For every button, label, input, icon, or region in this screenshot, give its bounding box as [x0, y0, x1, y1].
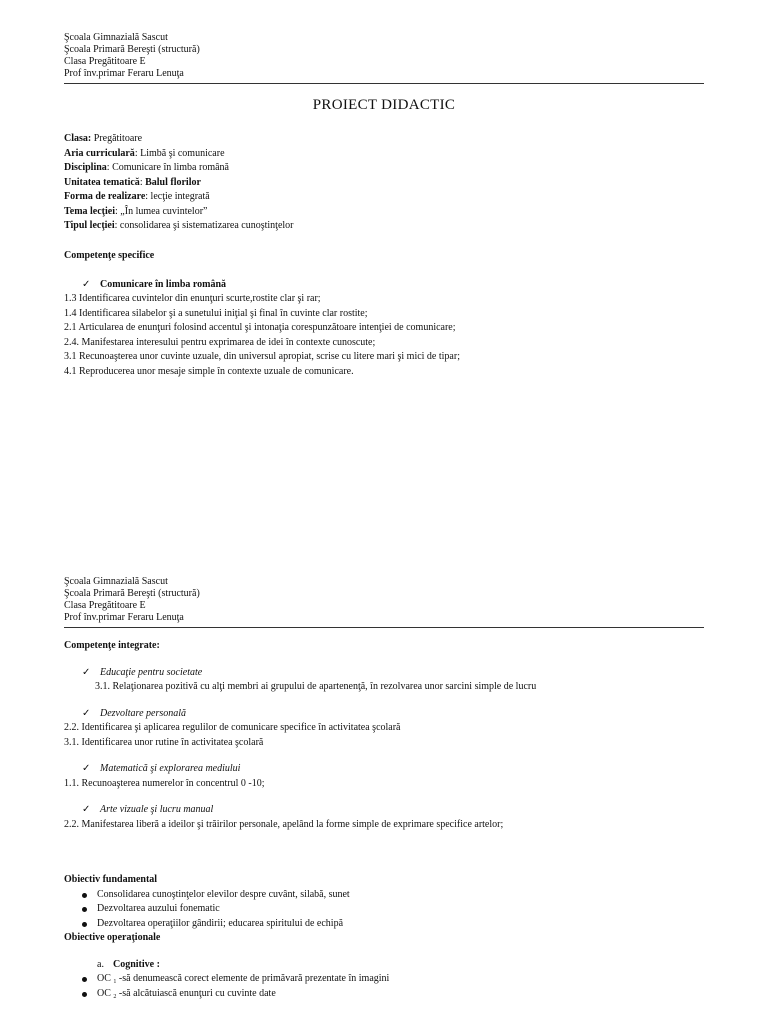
school-name: Şcoala Gimnazială Sascut	[64, 32, 168, 43]
specific-competences-heading: Competenţe specifice	[64, 250, 155, 261]
header-rule-bottom	[64, 627, 704, 628]
list-item: 3.1. Identificarea unor rutine în activitatea şcolară	[64, 736, 264, 748]
specific-competences-subheading-row	[64, 278, 724, 293]
info-disciplina	[64, 161, 724, 176]
list-item-text: Consolidarea cunoştinţelor elevilor despre cuvânt, silabă, sunet	[97, 888, 350, 900]
info-tipul-label: Tipul lecţiei	[64, 220, 115, 231]
integrated-group-title-row	[64, 707, 724, 722]
integrated-competences	[64, 639, 724, 832]
cognitive-subheading	[64, 958, 724, 973]
list-item: 3.1 Recunoaşterea unor cuvinte uzuale, din universul apropiat, scrise cu litere mari şi mici de tipar;	[64, 351, 460, 362]
school-header-top	[64, 32, 200, 80]
bullet-icon	[82, 992, 87, 997]
list-item	[64, 917, 724, 932]
list-item: 2.2. Identificarea şi aplicarea regulilor de comunicare specifice în activitatea şcolară	[64, 722, 401, 733]
list-item: 4.1 Reproducerea unor mesaje simple în contexte uzuale de comunicare.	[64, 365, 354, 377]
objective-text: -să denumească corect elemente de primăvară prezentate în imagini	[116, 973, 390, 984]
info-disciplina-value: : Comunicare în limba română	[106, 162, 229, 173]
specific-competences-subheading: Comunicare în limba română	[100, 278, 227, 290]
list-item: 3.1. Relaţionarea pozitivă cu alţi membri ai grupului de apartenenţă, în rezolvarea unor sarcini simple de lucru	[95, 681, 537, 692]
lesson-info	[64, 132, 724, 234]
info-tema-label: Tema lecţiei	[64, 205, 116, 217]
info-forma	[64, 190, 724, 205]
list-item	[64, 972, 724, 987]
list-item	[64, 987, 724, 1002]
cognitive-marker: a.	[97, 958, 104, 970]
info-forma-value: : lecţie integrată	[145, 191, 210, 202]
bullet-icon	[82, 907, 87, 912]
integrated-group-title-row	[64, 803, 724, 818]
bullet-icon	[82, 922, 87, 927]
list-item	[64, 902, 724, 917]
info-disciplina-label: Disciplina	[64, 162, 107, 173]
school-name: Şcoala Gimnazială Sascut	[64, 576, 168, 587]
class-name: Clasa Pregătitoare E	[64, 600, 146, 611]
list-item-text: Dezvoltarea auzului fonematic	[97, 903, 220, 914]
info-clasa-value: Pregătitoare	[91, 133, 143, 144]
list-item: 1.4 Identificarea silabelor şi a sunetului iniţial şi final în cuvinte clar rostite;	[64, 307, 368, 319]
info-aria	[64, 147, 724, 162]
info-clasa	[64, 132, 724, 147]
list-item: 1.3 Identificarea cuvintelor din enunţuri scurte,rostite clar şi rar;	[64, 293, 321, 304]
checkmark-icon: ✓	[82, 666, 91, 678]
bullet-icon	[82, 977, 87, 982]
objective-text: -să alcătuiască enunţuri cu cuvinte date	[116, 987, 276, 999]
checkmark-icon: ✓	[82, 804, 91, 815]
cognitive-label: Cognitive :	[113, 958, 160, 970]
specific-competences	[64, 249, 724, 379]
school-structure: Şcoala Primară Bereşti (structură)	[64, 44, 200, 55]
info-aria-value: : Limbă şi comunicare	[134, 147, 225, 159]
objective-code: OC	[97, 973, 111, 984]
checkmark-icon: ✓	[82, 707, 91, 719]
info-unitatea	[64, 176, 724, 191]
integrated-group-title: Dezvoltare personală	[100, 707, 187, 719]
integrated-group-title-row	[64, 666, 724, 681]
fundamental-objective-heading: Obiectiv fundamental	[64, 874, 158, 885]
bullet-icon	[82, 893, 87, 898]
info-tema-value: : „În lumea cuvintelor”	[115, 205, 208, 217]
teacher-name: Prof înv.primar Feraru Lenuţa	[64, 68, 184, 79]
school-structure: Şcoala Primară Bereşti (structură)	[64, 588, 200, 599]
integrated-group-title: Arte vizuale şi lucru manual	[100, 804, 214, 815]
info-unitatea-label: Unitatea tematică	[64, 176, 140, 188]
info-unitatea-value: Balul florilor	[145, 176, 201, 188]
document-title: PROIECT DIDACTIC	[312, 97, 456, 113]
integrated-group-title-row	[64, 762, 724, 777]
list-item: 2.2. Manifestarea liberă a ideilor şi trăirilor personale, apelând la forme simple de exprimare specifice artelor;	[64, 818, 504, 830]
objective-code: OC	[97, 987, 111, 999]
info-tipul-value: : consolidarea şi sistematizarea cunoştinţelor	[114, 220, 294, 231]
list-item	[64, 888, 724, 903]
info-unitatea-sep: :	[139, 176, 146, 188]
class-name: Clasa Pregătitoare E	[64, 56, 146, 67]
school-header-bottom	[64, 576, 200, 624]
header-rule-top	[64, 83, 704, 84]
list-item: 1.1. Recunoaşterea numerelor în concentrul 0 -10;	[64, 777, 265, 789]
checkmark-icon: ✓	[82, 278, 91, 290]
checkmark-icon: ✓	[82, 763, 91, 774]
list-item: 2.4. Manifestarea interesului pentru exprimarea de idei în contexte cunoscute;	[64, 336, 376, 348]
info-tema	[64, 205, 724, 220]
objective-code-sub: 1	[113, 979, 117, 985]
integrated-group-title: Matematică şi explorarea mediului	[100, 763, 241, 774]
objective-code-sub: 2	[113, 993, 117, 1000]
teacher-name: Prof înv.primar Feraru Lenuţa	[64, 612, 184, 623]
info-tipul	[64, 219, 724, 234]
list-item: 2.1 Articularea de enunţuri folosind accentul şi intonaţia corespunzătoare intenţiei de comunicare;	[64, 322, 456, 333]
integrated-competences-heading: Competenţe integrate:	[64, 640, 160, 651]
info-forma-label: Forma de realizare	[64, 191, 146, 202]
info-aria-label: Aria curriculară	[64, 147, 135, 159]
operational-objectives-heading: Obiective operaţionale	[64, 932, 161, 943]
fundamental-objective	[64, 873, 724, 1001]
info-clasa-label: Clasa:	[64, 133, 92, 144]
list-item-text: Dezvoltarea operaţiilor gândirii; educarea spiritului de echipă	[97, 917, 344, 929]
integrated-group-title: Educaţie pentru societate	[100, 666, 203, 678]
